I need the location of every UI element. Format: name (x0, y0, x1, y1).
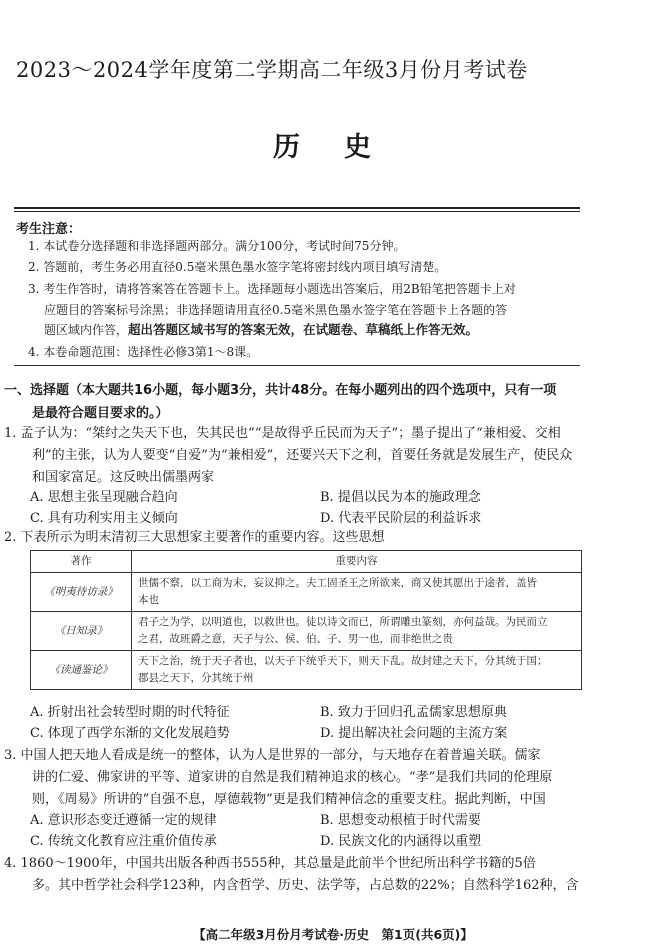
work-content (132, 612, 582, 651)
table-row (31, 573, 582, 612)
header-divider-thin (14, 211, 580, 212)
option-d[interactable]: D. 提出解决社会问题的主流方案 (320, 726, 508, 741)
option-a[interactable]: A. 意识形态变迁遵循一定的规律 (30, 813, 217, 828)
notice-item: 题区域内作答， (44, 323, 129, 337)
table-header: 重要内容 (132, 551, 582, 573)
question-line: 2. 下表所示为明末清初三大思想家主要著作的重要内容。这些思想 (4, 530, 385, 545)
work-name: 《明夷待访录》 (31, 573, 132, 612)
section-heading (4, 379, 556, 425)
work-content (132, 651, 582, 690)
notice-item-wrap (44, 320, 478, 340)
option-b[interactable]: B. 致力于回归孔孟儒家思想原典 (320, 705, 507, 720)
table-header: 著作 (31, 551, 132, 573)
table-row (31, 651, 582, 690)
notice-divider (14, 365, 580, 366)
option-a[interactable]: A. 思想主张呈现融合趋向 (30, 490, 178, 505)
option-c[interactable]: C. 具有功利实用主义倾向 (30, 511, 178, 526)
option-d[interactable]: D. 代表平民阶层的利益诉求 (320, 511, 482, 526)
exam-title: 2023～2024学年度第二学期高二年级3月份月考试卷 (16, 58, 528, 82)
question-line: 多。其中哲学社会科学123种，内含哲学、历史、法学等，占总数的22%；自然科学162种，含 (32, 878, 579, 893)
content-line: 世儒不察，以工商为末，妄议抑之。夫工固圣王之所欲来，商又使其愿出于途者，盖皆 (138, 577, 537, 589)
content-line: 本也 (138, 594, 159, 606)
subject-title: 历史 (273, 132, 415, 163)
question-line: 1. 孟子认为：“桀纣之失天下也，失其民也”“是故得乎丘民而为天子”；墨子提出了“兼相爱、交相 (4, 426, 561, 441)
question-line: 3. 中国人把天地人看成是统一的整体，认为人是世界的一部分，与天地存在着普遍关联。儒家 (4, 748, 541, 763)
question-line: 和国家富足。这反映出儒墨两家 (32, 470, 215, 485)
option-c[interactable]: C. 传统文化教育应注重价值传承 (30, 834, 217, 849)
section-line: 是最符合题目要求的。） (32, 406, 169, 421)
notice-item: 3. 考生作答时，请将答案答在答题卡上。选择题每小题选出答案后，用2B铅笔把答题卡上对 (28, 282, 516, 296)
notice-emphasis: 超出答题区域书写的答案无效，在试题卷、草稿纸上作答无效。 (128, 322, 479, 337)
content-line: 君子之为学，以明道也，以救世也。徒以诗文而已，所谓雕虫篆刻，亦何益哉。为民而立 (138, 616, 548, 628)
work-content (132, 573, 582, 612)
question-line: 则，《周易》所讲的“自强不息，厚德载物”更是我们精神信念的重要支柱。据此判断，中国 (32, 792, 546, 807)
notice-item: 1. 本试卷分选择题和非选择题两部分。满分100分，考试时间75分钟。 (28, 239, 406, 253)
work-name: 《读通鉴论》 (31, 651, 132, 690)
header-divider (14, 207, 580, 209)
content-line: 天下之治，统于天子者也，以天子下统乎天下，则天下乱。故封建之天下，分其统于国； (138, 655, 548, 667)
table-header-row (31, 551, 582, 573)
works-table (30, 550, 582, 690)
notice-heading: 考生注意： (16, 222, 82, 237)
notice-item: 应题目的答案标号涂黑；非选择题请用直径0.5毫米黑色墨水签字笔在答题卡上各题的答 (44, 303, 508, 317)
work-name: 《日知录》 (31, 612, 132, 651)
notice-item: 4. 本卷命题范围：选择性必修3第1～8课。 (28, 345, 259, 359)
question-line: 讲的仁爱、佛家讲的平等、道家讲的自然是我们精神追求的核心。“孝”是我们共同的伦理原 (32, 770, 553, 785)
content-line: 郡县之天下，分其统于州 (138, 672, 254, 684)
option-d[interactable]: D. 民族文化的内涵得以重塑 (320, 834, 482, 849)
option-c[interactable]: C. 体现了西学东渐的文化发展趋势 (30, 726, 230, 741)
question-line: 利”的主张，认为人要变“自爱”为“兼相爱”，还要兴天下之利，首要任务就是发展生产，使民众 (32, 448, 573, 463)
section-line: 一、选择题（本大题共16小题，每小题3分，共计48分。在每小题列出的四个选项中，只有一项 (4, 383, 557, 398)
option-b[interactable]: B. 思想变动根植于时代需要 (320, 813, 481, 828)
option-a[interactable]: A. 折射出社会转型时期的时代特征 (30, 705, 230, 720)
content-line: 之君，故班爵之意，天子与公、侯、伯、子、男一也，而非绝世之贵 (138, 633, 453, 645)
question-line: 4. 1860～1900年，中国共出版各种西书555种，其总量是此前半个世纪所出科学书籍的5倍 (4, 856, 536, 871)
page-footer: 【高二年级3月份月考试卷·历史 第1页(共6页)】 (193, 927, 473, 942)
table-row (31, 612, 582, 651)
option-b[interactable]: B. 提倡以民为本的施政理念 (320, 490, 481, 505)
notice-item: 2. 答题前，考生务必用直径0.5毫米黑色墨水签字笔将密封线内项目填写清楚。 (28, 260, 447, 274)
